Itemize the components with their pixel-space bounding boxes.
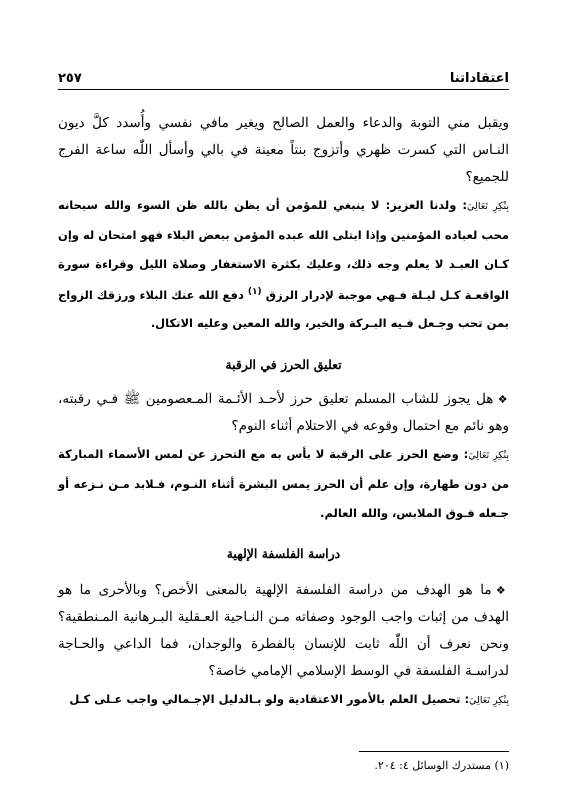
answer-text: : وضع الحرز على الرقبة لا بأس به مع التحرز عن لمس الأسماء المباركة من دون طهارة، وإن علم أن الحرز يمس البشرة أثناء النـوم، فـلابد مـن نـزعه أو جـعله فـوق الملابس، والله العالم. [58, 446, 509, 520]
spacer [58, 338, 509, 352]
header-rule [58, 89, 509, 90]
footnote-ref[interactable]: (١) [247, 287, 262, 298]
answer-text-continued: دفع الله عنك البلاء ورزقك الزواج بمن تحب وجـعل فـيه البـركة والخير، والله المعين وعليه الاتكال. [58, 288, 509, 331]
diamond-bullet-icon: ❖ [497, 392, 509, 406]
answer-signature: بِنْكِرِ تَعَالِيَ [467, 201, 510, 212]
spacer [58, 567, 509, 577]
running-title: اعتقاداتنا [449, 71, 509, 86]
diamond-bullet-icon: ❖ [495, 584, 509, 598]
question-paragraph [58, 577, 509, 685]
footnote-rule [359, 751, 509, 752]
spacer [58, 527, 509, 541]
footnote: (١) مستدرك الوسائل ٤: ٢٠٤. [374, 759, 509, 772]
answer-paragraph [58, 440, 509, 527]
question-text: هل يجوز للشاب المسلم تعليق حرز لأحـد الأئـمة المـعصومين ﷺ فـي رقبته، وهو نائم مع احتمال وقوعه في الاحتلام أثناء النوم؟ [58, 390, 509, 434]
section-heading: دراسة الفلسفة الإلهية [226, 546, 341, 562]
spacer [58, 378, 509, 386]
answer-signature: بِنْكِرِ تَعَالِيَ [468, 449, 509, 461]
question-text: ما هو الهدف من دراسة الفلسفة الإلهية بالمعنى الأخص؟ وبالأحرى ما هو الهدف من إثبات واجب الوجود وصفاته مـن النـاحية العـقلية البـرهانية المـنطقية؟ ونحن نعرف أن اللّٰه ثابت للإنسان بالفطرة والوجدان، فما الداعي والحـاجة لدراسـة الفلسفة في الوسط الإسلامي الإمامي خاصة؟ [58, 582, 509, 680]
page-header [58, 64, 509, 86]
answer-paragraph [58, 685, 509, 715]
page-number: ٢٥٧ [58, 71, 82, 86]
answer-paragraph [58, 191, 509, 338]
section-heading: تعليق الحرز في الرقبة [225, 356, 342, 372]
answer-text: : تحصيل العلم بالأمور الاعتقادية ولو بـالدليل الإجـمالي واجب عـلى كـل [69, 692, 470, 707]
question-paragraph [58, 386, 509, 440]
answer-signature: بِنْكِرِ تَعَالِيَ [469, 695, 509, 707]
page-content [58, 110, 509, 715]
answer-text: : ولدنا العزيز: لا ينبغي للمؤمن أن يظن بالله ظن السوء والله سبحانه محب لعباده المؤمنين وإذا ابتلى الله عبده المؤمن ببعض البلاء فهو امتحان له وإن كـان العبـد لا يعلم وجه ذلك، وعليك بكثرة الاستغفار وصلاة الليل وقراءة سورة الواقعـة كـل ليـلة فـهي موجبة لإدرار الرزق [58, 198, 509, 303]
question-continued: ويقبل مني التوبة والدعاء والعمل الصالح ويغير مافي نفسي وأُسدد كلَّ ديون النـاس التي كسرت ظهري وأتزوج بنتاً معينة في بالي وأسأل اللّٰه ساعة الفرج للجميع؟ [58, 115, 509, 185]
